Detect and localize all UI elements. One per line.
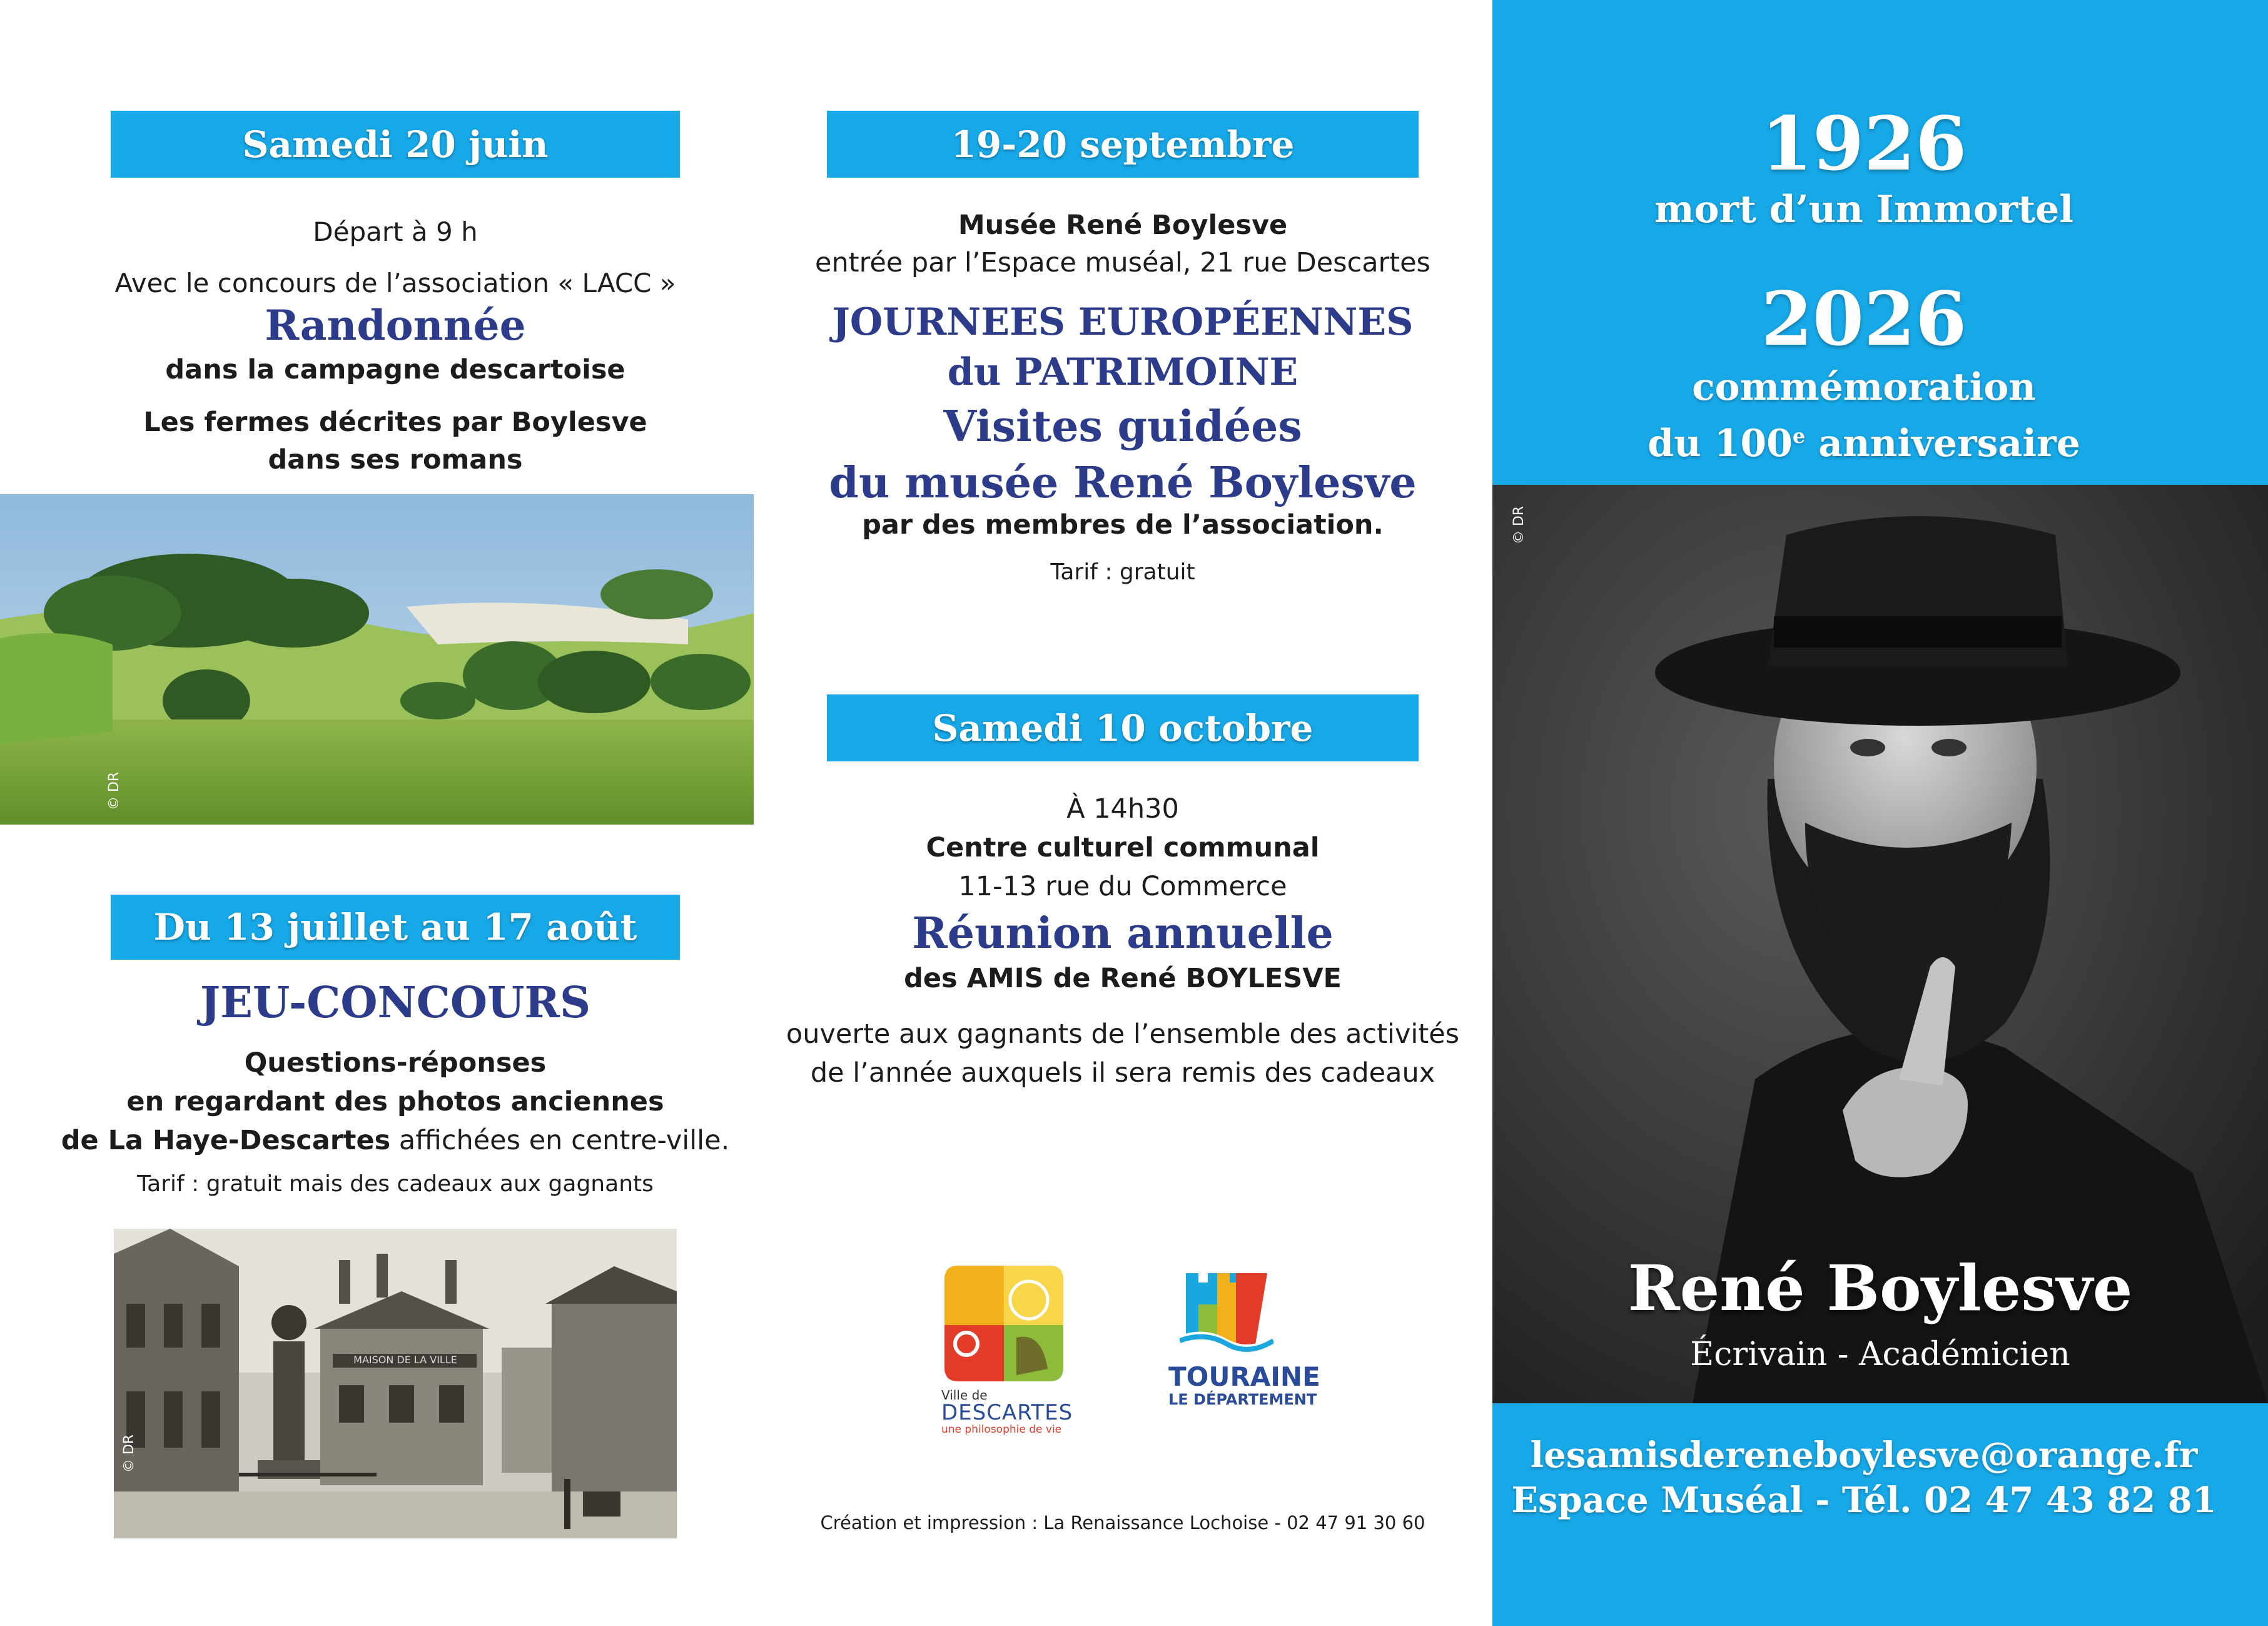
date-label: Samedi 10 octobre — [932, 706, 1314, 749]
event-desc-reunion — [783, 1015, 1462, 1092]
event-desc-fermes — [0, 404, 791, 479]
date-banner-juin — [111, 111, 680, 178]
photo-sign-text: MAISON DE LA VILLE — [353, 1354, 457, 1366]
touraine-tower-icon — [1180, 1267, 1273, 1361]
desc-bold: de La Haye-Descartes — [61, 1125, 391, 1156]
contact-block — [1492, 1433, 2235, 1523]
event-randonnee-info — [0, 206, 791, 309]
descartes-name: DESCARTES — [941, 1400, 1073, 1425]
event-musee-info — [783, 206, 1462, 282]
title-line: JOURNEES EUROPÉENNES — [832, 300, 1414, 344]
text-post: anniversaire — [1805, 422, 2080, 465]
year-1926-block — [1492, 100, 2235, 231]
text-sup: e — [1792, 424, 1806, 448]
date-banner-septembre — [827, 111, 1419, 178]
contact-email[interactable]: lesamisdereneboylesve@orange.fr — [1530, 1435, 2198, 1476]
year-2026-text2 — [1492, 412, 2235, 468]
year-2026: 2026 — [1761, 275, 1967, 362]
place-text: Centre culturel communal — [926, 832, 1320, 863]
descartes-tagline: une philosophie de vie — [941, 1423, 1062, 1436]
tarif-musee: Tarif : gratuit — [1050, 559, 1195, 585]
tarif-jeu: Tarif : gratuit mais des cadeaux aux gagnants — [137, 1171, 654, 1197]
printer-credit: Création et impression : La Renaissance Lochoise - 02 47 91 30 60 — [820, 1512, 1425, 1533]
historic-image — [114, 1229, 677, 1538]
year-2026-block — [1492, 275, 2235, 468]
desc-line: de l’année auxquels il sera remis des cadeaux — [810, 1057, 1435, 1089]
date-label: Du 13 juillet au 17 août — [153, 906, 637, 948]
desc-line: ouverte aux gagnants de l’ensemble des activités — [786, 1019, 1460, 1050]
date-label: 19-20 septembre — [951, 123, 1295, 166]
desc-line: Questions-réponses — [244, 1047, 547, 1079]
date-banner-juillet — [111, 895, 680, 960]
desc-line: dans ses romans — [268, 444, 523, 475]
desc-line: Les fermes décrites par Boylesve — [143, 407, 647, 438]
title-line: du musée René Boylesve — [829, 458, 1417, 508]
title-line: Visites guidées — [943, 402, 1302, 452]
place-text: Musée René Boylesve — [958, 210, 1288, 241]
right-panel — [1492, 0, 2268, 1626]
historic-photo — [114, 1229, 677, 1538]
year-1926: 1926 — [1761, 100, 1967, 187]
descartes-emblem-icon — [941, 1263, 1066, 1385]
touraine-name: TOURAINE — [1168, 1361, 1320, 1392]
descartes-logo — [941, 1263, 1073, 1436]
author-role: Écrivain - Académicien — [1690, 1336, 2070, 1373]
desc-line — [0, 1121, 791, 1160]
event-title-randonnee: Randonnée — [265, 301, 526, 350]
author-name: René Boylesve — [1628, 1251, 2133, 1325]
time-text: À 14h30 — [1066, 793, 1179, 825]
date-banner-octobre — [827, 694, 1419, 761]
desc-rest: affichées en centre-ville. — [390, 1125, 730, 1156]
photo-credit: © DR — [121, 1434, 137, 1473]
contact-phone: Espace Muséal - Tél. 02 47 43 82 81 — [1511, 1480, 2217, 1521]
year-1926-text: mort d’un Immortel — [1654, 188, 2074, 231]
address-text: 11-13 rue du Commerce — [958, 871, 1287, 902]
event-subtitle-amis: des AMIS de René BOYLESVE — [904, 963, 1342, 994]
desc-line: en regardant des photos anciennes — [126, 1086, 664, 1117]
concours-text: Avec le concours de l’association « LACC » — [114, 268, 676, 298]
text-pre: du 100 — [1648, 422, 1793, 465]
touraine-logo — [1168, 1267, 1325, 1417]
landscape-photo — [0, 494, 754, 825]
event-subtitle-campagne: dans la campagne descartoise — [165, 354, 625, 385]
event-title-jeu-concours: JEU-CONCOURS — [200, 978, 591, 1028]
touraine-sub: LE DÉPARTEMENT — [1168, 1391, 1317, 1408]
title-line: du PATRIMOINE — [947, 350, 1299, 394]
descartes-small: Ville de — [941, 1388, 988, 1403]
portrait-photo — [1492, 485, 2268, 1403]
event-reunion-info — [783, 790, 1462, 906]
address-text: entrée par l’Espace muséal, 21 rue Descartes — [815, 247, 1430, 278]
date-label: Samedi 20 juin — [242, 123, 549, 166]
event-subtitle-membres: par des membres de l’association. — [862, 509, 1384, 541]
event-title-visites — [783, 399, 1462, 511]
event-title-patrimoine — [783, 297, 1462, 397]
depart-text: Départ à 9 h — [313, 216, 478, 247]
event-title-reunion: Réunion annuelle — [912, 908, 1334, 958]
event-desc-jeu — [0, 1044, 791, 1160]
photo-credit: © DR — [106, 771, 122, 810]
portrait-credit: © DR — [1511, 506, 1527, 544]
year-2026-text: commémoration — [1692, 365, 2036, 409]
